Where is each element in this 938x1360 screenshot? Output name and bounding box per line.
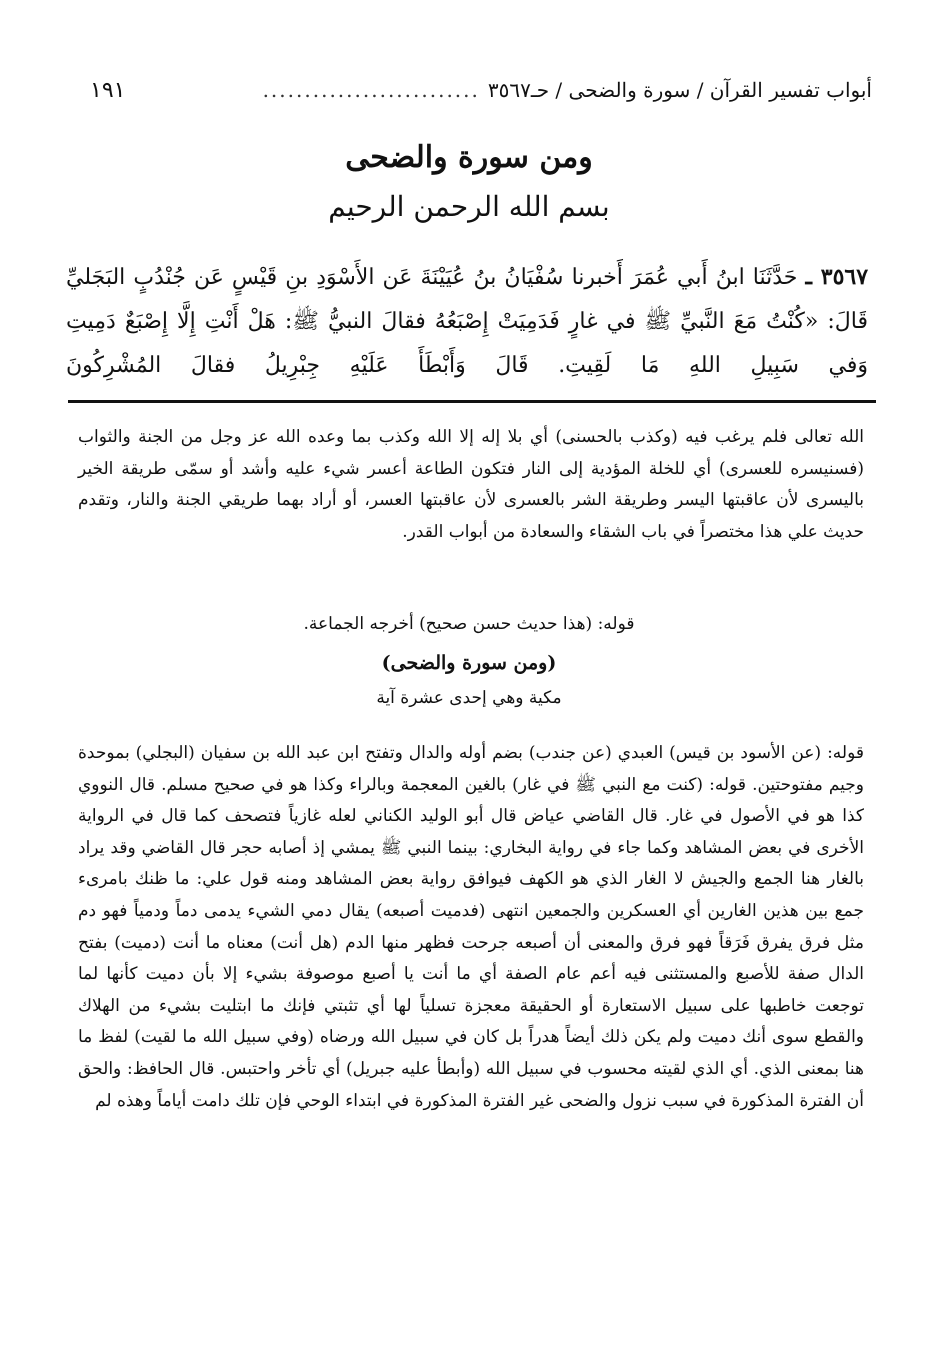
running-header bbox=[90, 78, 872, 112]
leader-dots: .......................... bbox=[262, 78, 480, 102]
commentary-paragraph: الله تعالى فلم يرغب فيه (وكذب بالحسنى) أي بلا إله إلا الله وكذب بما وعده الله عز وجل من الجنة والثواب (فسنيسره للعسرى) أي للخلة المؤدية إلى النار فتكون الطاعة أعسر شيء عليه وأشد أو سمّى طريقة الخير باليسرى لأن عاقبتها اليسر وطريقة الشر بالعسرى لأن عاقبتها العسر، أو أراد بهما طريقي الجنة والنار، وتقدم حديث علي هذا مختصراً في باب الشقاء والسعادة من أبواب القدر. bbox=[78, 427, 864, 542]
page-number: ١٩١ bbox=[90, 78, 126, 103]
hadith-body: حَدَّثَنَا ابنُ أَبي عُمَرَ أَخبرنا سُفْيَانُ بنُ عُيَيْنَةَ عَن الأَسْوَدِ بنِ قَيْسٍ عَن جُنْدُبٍ البَجَليِّ قَالَ: «كُنْتُ مَعَ النَّبيِّ ﷺ في غارٍ فَدَمِيَتْ إِصْبَعُهُ فقالَ النبيُّ ﷺ: هَلْ أَنْتِ إِلَّا إِصْبَعٌ دَمِيتِ وَفي سَبِيلِ اللهِ مَا لَقِيتِ. قَالَ وَأَبْطَأَ عَلَيْهِ جِبْرِيلُ فقالَ المُشْرِكُونَ bbox=[66, 265, 868, 378]
surah-heading: (ومن سورة والضحى) bbox=[381, 652, 557, 674]
makkiyya-line: مكية وهي إحدى عشرة آية bbox=[376, 688, 562, 708]
hasan-sahih-line: قوله: (هذا حديث حسن صحيح) أخرجه الجماعة. bbox=[303, 614, 635, 634]
commentary-main bbox=[78, 738, 864, 1117]
commentary-paragraph: قوله: (عن الأسود بن قيس) العبدي (عن جندب) بضم أوله والدال وتفتح ابن عبد الله بن سفيان (البجلي) بموحدة وجيم مفتوحتين. قوله: (كنت مع النبي ﷺ في غار) بالغين المعجمة وبالراء وكذا هو في صحيح مسلم. قال النووي كذا هو في الأصول في غار. قال القاضي عياض قال أبو الوليد الكناني لعله غازياً فتصحف كما قال في الرواية الأخرى في بعض المشاهد وكما جاء في رواية البخاري: بينما النبي ﷺ يمشي إذ أصابه حجر قال القاضي وقد يراد بالغار هنا الجمع والجيش لا الغار الذي هو الكهف فيوافق رواية بعض المشاهد ومنه قول علي: ما ظنك بامرىء جمع بين هذين الغارين أي العسكرين والجمعين انتهى (فدميت أصبعه) يقال دمي الشيء يدمى دماً ودمياً فهو دم مثل فرق يفرق فَرَقاً فهو فرق والمعنى أن أصبعه جرحت فظهر منها الدم (هل أنت) معناه ما أنت (دميت) بفتح الدال صفة للأصبع والمستثنى فيه أعم عام الصفة أي ما أنت يا أصبع موصوفة بشيء إلا بأن دميت كأنها لما توجعت خاطبها على سبيل الاستعارة أو الحقيقة معجزة تسلياً لها أي تثبتي فإنك ما ابتليت بشيء من الهلاك والقطع سوى أنك دميت ولم يكن ذلك أيضاً هدراً بل كان في سبيل الله ورضاه (وفي سبيل الله ما لقيت) لفظ ما هنا بمعنى الذي. أي الذي لقيته محسوب في سبيل الله (وأبطأ عليه جبريل) أي تأخر واحتبس. قال الحافظ: والحق أن الفترة المذكورة في سبب نزول والضحى غير الفترة المذكورة في ابتداء الوحي فإن تلك دامت أياماً وهذه لم bbox=[78, 743, 864, 1111]
commentary-top bbox=[78, 422, 864, 548]
basmala: بسم الله الرحمن الرحيم bbox=[328, 190, 610, 223]
running-title: أبواب تفسير القرآن / سورة والضحى / حـ٣٥٦٧ bbox=[487, 78, 872, 102]
separator-rule bbox=[68, 400, 876, 403]
hadith-text bbox=[66, 255, 868, 388]
surah-title: ومن سورة والضحى bbox=[345, 140, 593, 175]
hadith-number: ٣٥٦٧ ـ bbox=[805, 264, 869, 290]
